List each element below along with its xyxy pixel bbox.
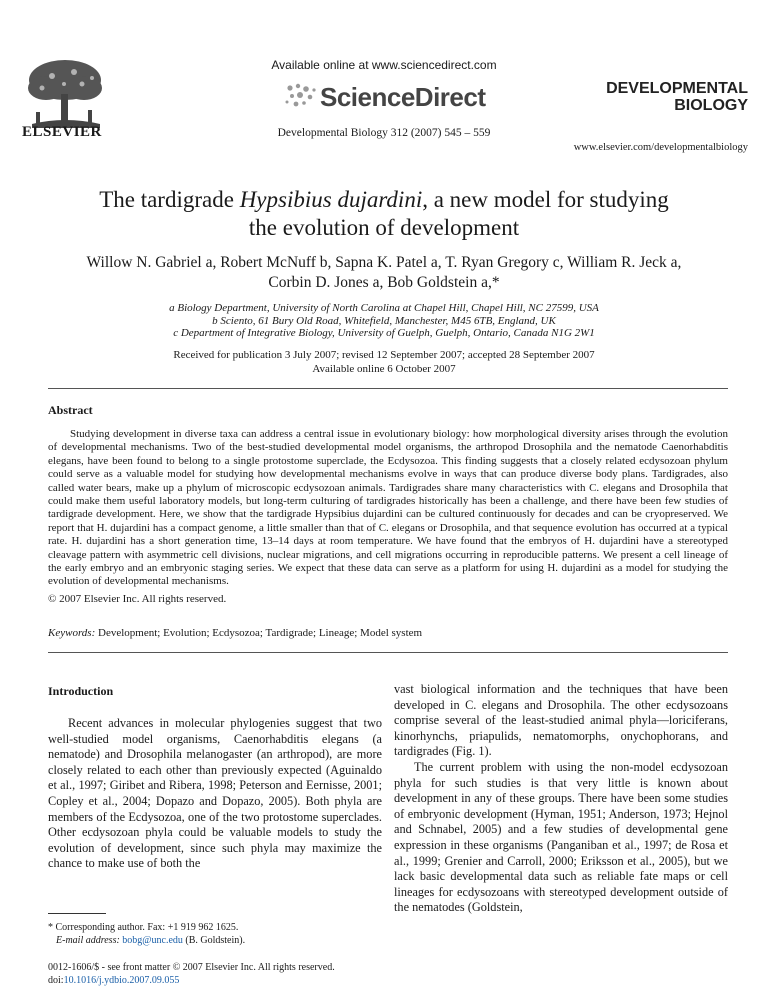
corresponding-author: * Corresponding author. Fax: +1 919 962 1625. bbox=[48, 922, 239, 933]
affiliation-c: c Department of Integrative Biology, University of Guelph, Guelph, Ontario, Canada N1G 2W1 bbox=[173, 327, 595, 339]
abstract-heading: Abstract bbox=[48, 403, 93, 417]
article-title bbox=[40, 186, 728, 242]
email-suffix: (B. Goldstein). bbox=[182, 935, 246, 946]
doi-label: doi: bbox=[48, 975, 64, 986]
journal-reference: Developmental Biology 312 (2007) 545 – 559 bbox=[277, 127, 491, 139]
sciencedirect-logo-dots bbox=[282, 80, 322, 112]
available-online-line: Available online at www.sciencedirect.com bbox=[271, 58, 497, 72]
journal-name-line2: BIOLOGY bbox=[674, 97, 748, 114]
title-post: , a new model for studying bbox=[422, 187, 669, 212]
front-matter bbox=[48, 961, 335, 987]
received-dates: Received for publication 3 July 2007; revised 12 September 2007; accepted 28 September 2007 bbox=[173, 349, 595, 361]
author-list bbox=[40, 253, 728, 293]
affiliation-a: a Biology Department, University of North Carolina at Chapel Hill, Chapel Hill, NC 27599, USA bbox=[169, 302, 599, 314]
doi-line bbox=[48, 974, 335, 987]
journal-name-line1: DEVELOPMENTAL bbox=[606, 80, 748, 97]
intro-column-1: Recent advances in molecular phylogenies suggest that two well-studied model organisms, Caenorhabditis elegans (a nematode) and Drosophila melanogaster (an arthropod), are more closely related to each other than previously expected (Aguinaldo et al., 1997; Giribet and Ribera, 1998; Peterson and Eernisse, 2001; Copley et al., 2004; Dopazo and Dopazo, 2005). Both phyla are members of the Ecdysozoa, one of the two protostome superclades. Other ecdysozoan phyla could be valuable models to study the evolution of development, since such phyla may maximize the chance to make use of both the bbox=[48, 716, 382, 871]
introduction-heading: Introduction bbox=[48, 684, 114, 698]
affiliation-b: b Sciento, 61 Bury Old Road, Whitefield, Manchester, M45 6TB, England, UK bbox=[212, 314, 556, 327]
authors-line1: Willow N. Gabriel a, Robert McNuff b, Sapna K. Patel a, T. Ryan Gregory c, William R. Jeck a, bbox=[86, 254, 682, 271]
keywords-label: Keywords: bbox=[48, 627, 96, 639]
keywords-list: Development; Evolution; Ecdysozoa; Tardigrade; Lineage; Model system bbox=[95, 627, 423, 639]
intro-paragraph-2: The current problem with using the non-model ecdysozoan phyla for such studies is that very little is known about development in any of these groups. There have been some studies of embryonic development (Hyman, 1951; Anderson, 1973; Hejnol and Schnabel, 2005) and a few studies of developmental gene expression in these organisms (Panganiban et al., 1997; de Rosa et al., 1999; Grenier and Carroll, 2000; Eriksson et al., 2005), but we lack basic developmental data such as reliable fate maps or cell lineages for ecdysozoans with stereotyped development outside of the nematodes (Goldstein, bbox=[394, 759, 728, 915]
article-dates bbox=[40, 348, 728, 376]
sciencedirect-wordmark: ScienceDirect bbox=[320, 82, 486, 112]
footnote bbox=[48, 921, 245, 947]
divider-top bbox=[48, 388, 728, 389]
title-species: Hypsibius dujardini bbox=[239, 187, 423, 212]
abstract-copyright: © 2007 Elsevier Inc. All rights reserved. bbox=[48, 593, 227, 605]
intro-column-2 bbox=[394, 682, 728, 916]
journal-url[interactable]: www.elsevier.com/developmentalbiology bbox=[573, 142, 748, 153]
doi-link[interactable]: 10.1016/j.ydbio.2007.09.055 bbox=[63, 975, 180, 986]
publisher-logo-text: ELSEVIER bbox=[22, 124, 102, 140]
email-link[interactable]: bobg@unc.edu bbox=[122, 935, 183, 946]
issn-line: 0012-1606/$ - see front matter © 2007 Elsevier Inc. All rights reserved. bbox=[48, 962, 335, 973]
available-date: Available online 6 October 2007 bbox=[312, 363, 456, 375]
keywords bbox=[48, 627, 422, 639]
divider-bottom bbox=[48, 652, 728, 653]
email-label: E-mail address: bbox=[56, 935, 123, 946]
authors-line2: Corbin D. Jones a, Bob Goldstein a,* bbox=[268, 274, 500, 291]
title-pre: The tardigrade bbox=[99, 187, 240, 212]
journal-name bbox=[606, 80, 748, 114]
abstract-text: Studying development in diverse taxa can address a central issue in evolutionary biology: how morphological diversity arises through the evolution of developmental mechanisms. Two of the best-studied developmental model organisms, the arthropod Drosophila and the nematode Caenorhabditis elegans, have been found to belong to a single protostome superclade, the Ecdysozoa. This finding suggests that a closely related ecdysozoan phylum could serve as a valuable model for studying how developmental mechanisms evolve in ways that can produce diverse body plans. Tardigrades, also called water bears, make up a phylum of microscopic ecdysozoan animals. Tardigrades share many characteristics with C. elegans and Drosophila that could make them useful laboratory models, but long-term culturing of tardigrades historically has been a challenge, and there have been few studies of tardigrade development. Here, we show that the tardigrade Hypsibius dujardini can be cultured continuously for decades and can be cryopreserved. We report that H. dujardini has a compact genome, a little smaller than that of C. elegans or Drosophila, and that sequence evolution has occurred at a typical rate. H. dujardini has a short generation time, 13–14 days at room temperature. We have found that the embryos of H. dujardini have a stereotyped cleavage pattern with asymmetric cell divisions, nuclear migrations, and cell migrations occurring in reproducible patterns. We present a cell lineage of the early embryo and an embryonic staging series. We expect that these data can serve as a platform for using H. dujardini as a model for studying the evolution of developmental mechanisms. bbox=[48, 428, 728, 588]
email-line bbox=[48, 934, 245, 947]
title-line2: the evolution of development bbox=[248, 215, 520, 240]
affiliations bbox=[40, 302, 728, 340]
intro-paragraph-1: vast biological information and the techniques that have been developed in C. elegans and Drosophila. The other ecdysozoans comprise several of the least-studied animal phyla—loriciferans, kinorhynchs, priapulids, nematomorphs, onychophorans, and tardigrades (Fig. 1). bbox=[394, 682, 728, 759]
footnote-rule bbox=[48, 913, 106, 914]
